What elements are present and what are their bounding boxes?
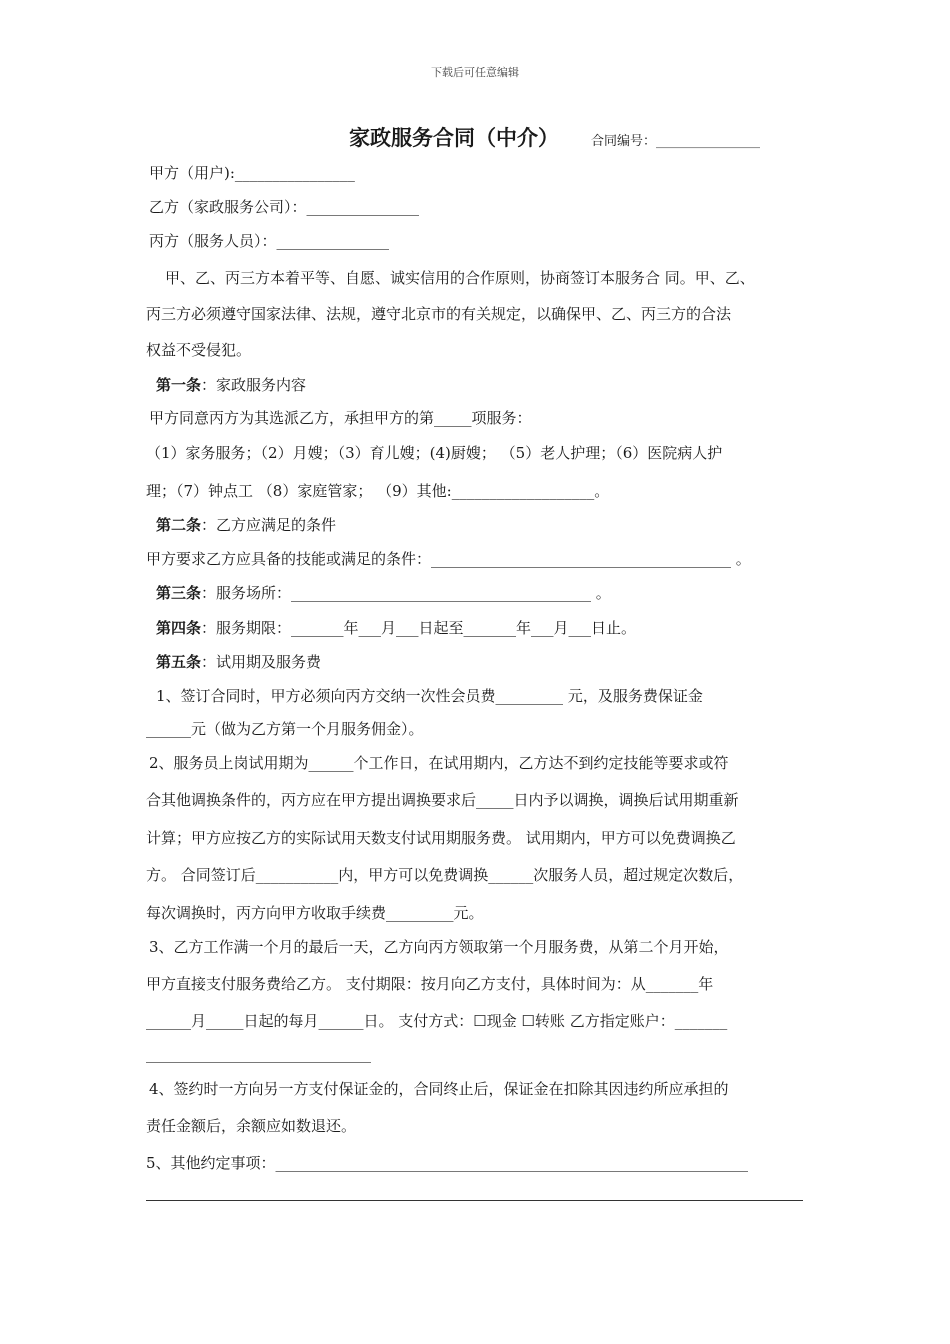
article-5-p2-line-3: 计算；甲方应按乙方的实际试用天数支付试用期服务费。 试用期内，甲方可以免费调换乙: [146, 829, 736, 847]
article-5-p1-line-1: 1、签订合同时，甲方必须向丙方交纳一次性会员费_________ 元，及服务费保证金: [156, 687, 703, 705]
article-5-p2-line-4: 方。 合同签订后___________内，甲方可以免费调换______次服务人员，超过规定次数后，: [146, 866, 744, 884]
article-3-label: 第三条: [156, 584, 202, 602]
article-1-line-1: 甲方同意丙方为其选派乙方，承担甲方的第_____项服务：: [149, 409, 532, 427]
article-5-p3-line-3: ______月_____日起的每月______日。 支付方式：☐现金 ☐转账 乙方指定账户：_______: [146, 1012, 728, 1030]
party-c-line: 丙方（服务人员）：_______________: [149, 232, 390, 250]
article-5-p2-line-2: 合其他调换条件的，丙方应在甲方提出调换要求后_____日内予以调换，调换后试用期重新: [146, 791, 739, 809]
article-1-line-3: 理；（7）钟点工 （8）家庭管家； （9）其他:___________________。: [146, 482, 610, 500]
article-5-p4-line-1: 4、签约时一方向另一方支付保证金的，合同终止后，保证金在扣除其因违约所应承担的: [149, 1080, 729, 1098]
article-5-label: 第五条: [156, 653, 202, 671]
contract-number-field: 合同编号：________________: [591, 134, 761, 149]
intro-line-2: 丙三方必须遵守国家法律、法规，遵守北京市的有关规定，以确保甲、乙、丙三方的合法: [146, 305, 732, 323]
article-5-p4-line-2: 责任金额后，余额应如数退还。: [146, 1117, 357, 1135]
page-title: 家政服务合同（中介）: [349, 125, 559, 150]
party-a-line: 甲方（用户):________________: [149, 164, 355, 182]
article-5-p3-line-4: ______________________________: [146, 1045, 371, 1063]
article-4-label: 第四条: [156, 619, 202, 637]
article-5-heading: [156, 652, 321, 672]
article-1-label: 第一条: [156, 376, 202, 394]
article-2-label: 第二条: [156, 516, 202, 534]
blank-fill-line: [146, 1190, 803, 1201]
header-note: 下载后可任意编辑: [431, 66, 519, 79]
article-4: [156, 618, 636, 638]
party-b-line: 乙方（家政服务公司）：_______________: [149, 198, 420, 216]
article-3-text: ：服务场所：________________________________________ 。: [201, 584, 611, 602]
article-3: [156, 583, 611, 603]
article-5-title: ：试用期及服务费: [201, 653, 322, 671]
article-5-p2-line-1: 2、服务员上岗试用期为______个工作日，在试用期内，乙方达不到约定技能等要求或符: [149, 754, 729, 772]
article-1-line-2: （1）家务服务；（2）月嫂；（3）育儿嫂；(4)厨嫂； （5）老人护理；（6）医院病人护: [146, 444, 723, 462]
article-5-p3-line-2: 甲方直接支付服务费给乙方。 支付期限：按月向乙方支付，具体时间为：从_______年: [146, 975, 714, 993]
article-2-title: ：乙方应满足的条件: [201, 516, 337, 534]
article-1-title: ：家政服务内容: [201, 376, 307, 394]
article-1-heading: [156, 375, 306, 395]
article-5-p2-line-5: 每次调换时，丙方向甲方收取手续费_________元。: [146, 904, 484, 922]
article-5-p5-line-1: 5、其他约定事项：_______________________________________________________________: [146, 1154, 749, 1172]
article-2-heading: [156, 515, 336, 535]
article-2-line-1: 甲方要求乙方应具备的技能或满足的条件：________________________________________ 。: [146, 550, 751, 568]
article-4-text: ：服务期限：_______年___月___日起至_______年___月___日止。: [201, 619, 637, 637]
article-5-p1-line-2: ______元（做为乙方第一个月服务佣金）。: [146, 720, 424, 738]
intro-line-3: 权益不受侵犯。: [146, 341, 252, 359]
intro-line-1: 甲、乙、丙三方本着平等、自愿、诚实信用的合作原则，协商签订本服务合 同。甲、乙、: [165, 269, 755, 287]
article-5-p3-line-1: 3、乙方工作满一个月的最后一天，乙方向丙方领取第一个月服务费，从第二个月开始，: [149, 938, 729, 956]
